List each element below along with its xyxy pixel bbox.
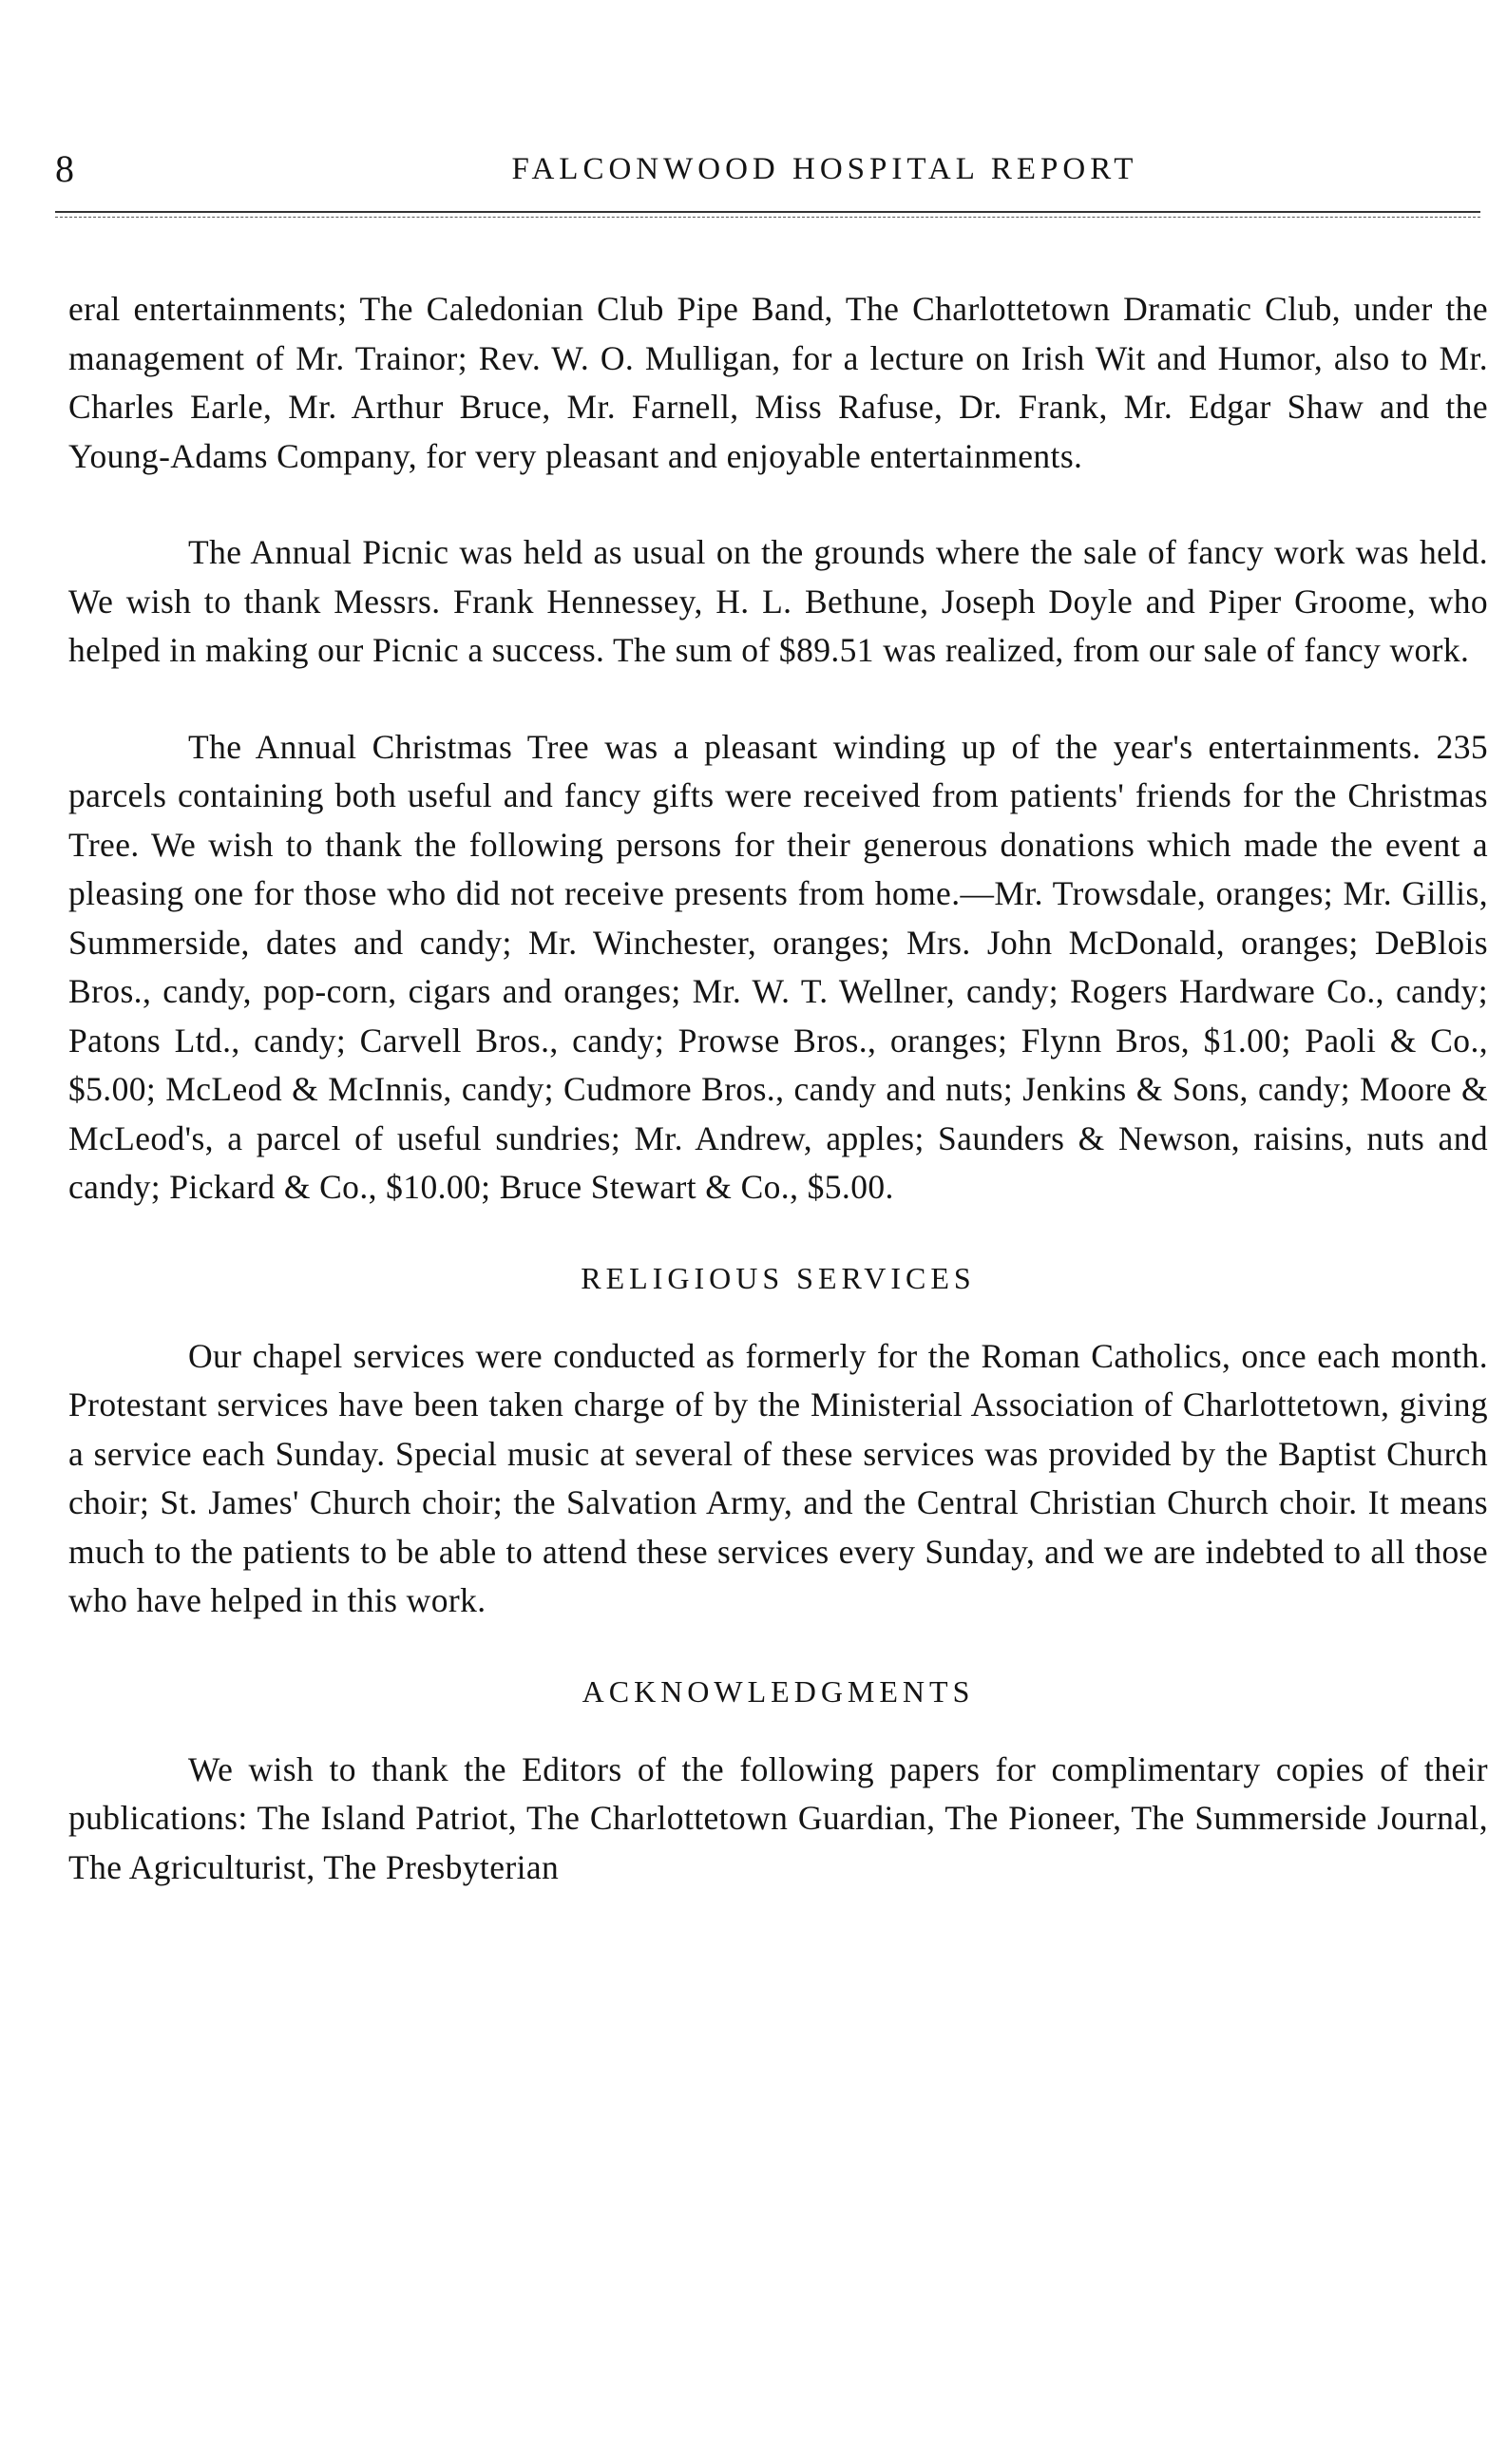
- paragraph-acknowledgments: We wish to thank the Editors of the following papers for complimentary copies of their publications: The Island Patriot, The Charlottetown Guardian, The Pioneer, The Summerside Journal, The Agriculturist, The Presbyterian: [68, 1749, 1488, 1886]
- running-head: [55, 141, 1480, 198]
- page-number: 8: [55, 147, 74, 190]
- section-heading-acknowledgments: ACKNOWLEDGMENTS: [582, 1673, 975, 1709]
- header-rule: [55, 211, 1480, 213]
- body-text: [68, 285, 1488, 1892]
- header-rule-secondary: [55, 217, 1480, 218]
- section-heading-religious-services: RELIGIOUS SERVICES: [581, 1260, 976, 1295]
- paragraph-christmas-tree: The Annual Christmas Tree was a pleasant winding up of the year's entertainments. 235 parcels containing both useful and fancy gifts were received from patients' friends for the Christmas Tree. We wish to thank the following persons for their generous donations which made the event a pleasing one for those who did not receive presents from home.—Mr. Trowsdale, oranges; Mr. Gillis, Summerside, dates and candy; Mr. Winchester, oranges; Mrs. John McDonald, oranges; DeBlois Bros., candy, pop-corn, cigars and oranges; Mr. W. T. Wellner, candy; Rogers Hardware Co., candy; Patons Ltd., candy; Carvell Bros., candy; Prowse Bros., oranges; Flynn Bros, $1.00; Paoli & Co., $5.00; McLeod & McInnis, candy; Cudmore Bros., candy and nuts; Jenkins & Sons, candy; Moore & McLeod's, a parcel of useful sundries; Mr. Andrew, apples; Saunders & Newson, raisins, nuts and candy; Pickard & Co., $10.00; Bruce Stewart & Co., $5.00.: [68, 727, 1488, 1206]
- paragraph-religious-services: Our chapel services were conducted as formerly for the Roman Catholics, once each month. Protestant services have been taken charge of by the Ministerial Association of Charlottetown, giving a service each Sunday. Special music at several of these services was provided by the Baptist Church choir; St. James' Church choir; the Salvation Army, and the Central Christian Church choir. It means much to the patients to be able to attend these services every Sunday, and we are indebted to all those who have helped in this work.: [68, 1336, 1488, 1619]
- running-title: FALCONWOOD HOSPITAL REPORT: [511, 152, 1138, 186]
- paragraph-annual-picnic: The Annual Picnic was held as usual on the grounds where the sale of fancy work was held. We wish to thank Messrs. Frank Hennessey, H. L. Bethune, Joseph Doyle and Piper Groome, who helped in making our Picnic a success. The sum of $89.51 was realized, from our sale of fancy work.: [68, 533, 1488, 669]
- paragraph-entertainments: eral entertainments; The Caledonian Club Pipe Band, The Charlottetown Dramatic Club, under the management of Mr. Trainor; Rev. W. O. Mulligan, for a lecture on Irish Wit and Humor, also to Mr. Charles Earle, Mr. Arthur Bruce, Mr. Farnell, Miss Rafuse, Dr. Frank, Mr. Edgar Shaw and the Young-Adams Company, for very pleasant and enjoyable entertainments.: [68, 290, 1488, 475]
